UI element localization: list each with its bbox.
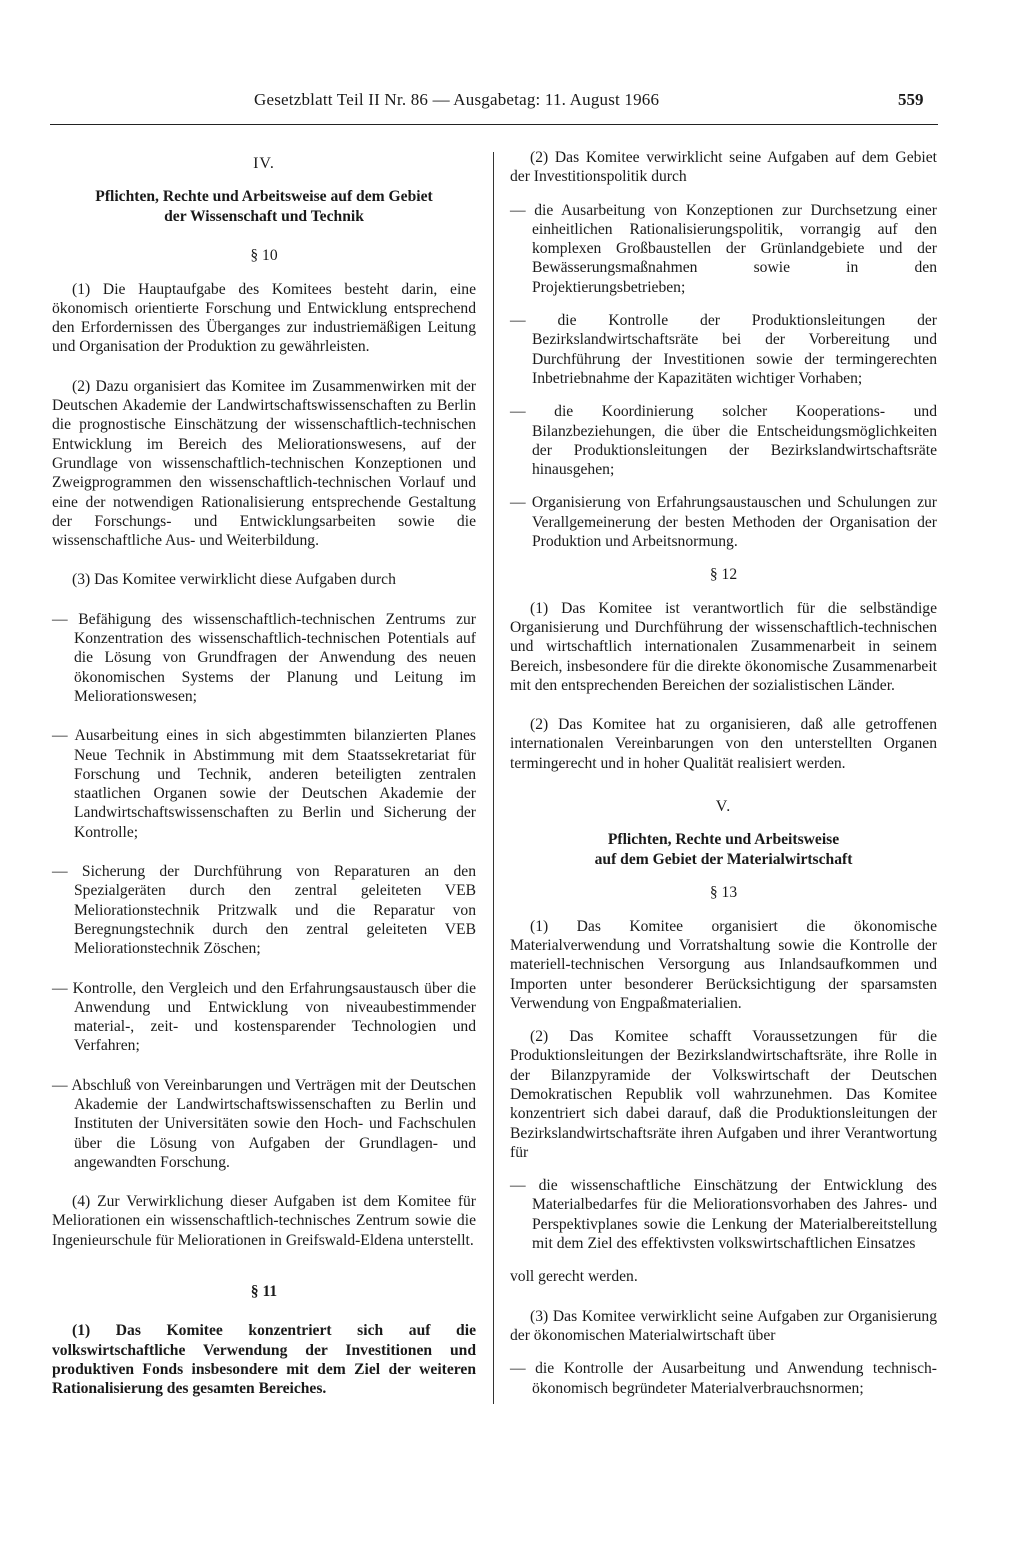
part-number-v: V. [715, 798, 732, 816]
section-10-title: § 10 [250, 247, 278, 265]
section-10-item-1: — Befähigung des wissenschaftlich-technischen Zentrums zur Konzentration des wissenschaftlich-technischen Potentials auf die Lösung von Grundfragen der Anwendung des neuen ökonomischen Systems der Planung und Leitung im Meliorationswesen; [52, 610, 476, 705]
section-13-para-2-end: voll gerecht werden. [510, 1268, 638, 1286]
section-13-para-2: (2) Das Komitee schafft Voraussetzungen für die Produktionsleitungen der Bezirkslandwirtschaftsräte, ihre Rolle in der Bilanzpyramide der Volkswirtschaft der Deutschen Demokratischen Republik voll wahrzunehmen. Das Komitee konzentriert sich dabei darauf, daß die Produktionsleitungen der Bezirkslandwirtschaftsräte ihren Aufgaben und ihrer Verantwortung für [510, 1028, 937, 1161]
section-10-para-2: (2) Dazu organisiert das Komitee im Zusammenwirken mit der Deutschen Akademie der Landwirtschaftswissenschaften zu Berlin die prognostische Einschätzung der wissenschaftlich-technischen Entwicklung im Bereich des Meliorationswesens, auf der Grundlage von wissenschaftlich-technischen Konzeptionen und Zweigprogrammen den wissenschaftlich-technischen Vorlauf und eine der notwendigen Rationalisierung entsprechende Gestaltung der Forschungs- und Entwicklungsarbeiten sowie die wissenschaftliche Aus- und Weiterbildung. [52, 377, 476, 550]
part-heading-iv-line1: Pflichten, Rechte und Arbeitsweise auf dem Gebiet [95, 188, 433, 206]
section-12-para-2: (2) Das Komitee hat zu organisieren, daß alle getroffenen internationalen Vereinbarungen von den unterstellten Organen termingerecht und in hoher Qualität realisiert werden. [510, 716, 937, 772]
section-11-para-1: (1) Das Komitee konzentriert sich auf die volkswirtschaftliche Verwendung der Investitionen und produktiven Fonds insbesondere mit dem Ziel der weiteren Rationalisierung des gesamten Bereiches. [52, 1322, 476, 1398]
part-heading-iv-line2: der Wissenschaft und Technik [164, 207, 364, 225]
section-11-title: § 11 [250, 1283, 278, 1301]
section-13-para-1: (1) Das Komitee organisiert die ökonomische Materialverwendung und Vorratshaltung sowie die Kontrolle der materiell-technischen Versorgung aus Inlandsaufkommen und Importen unter besonderer Berücksichtigung der sparsamsten Verwendung von Engpaßmaterialien. [510, 917, 937, 1012]
section-11-para-2: (2) Das Komitee verwirklicht seine Aufgaben auf dem Gebiet der Investitionspolitik durch [510, 149, 937, 186]
section-13-item-1: — die wissenschaftliche Einschätzung der Entwicklung des Materialbedarfes für die Meliorationsvorhaben des Jahres- und Perspektivplanes sowie die Lenkung der Materialbereitstellung mit dem Ziel des effektivsten volkswirtschaftlichen Einsatzes [510, 1177, 937, 1253]
section-11-item-2: — die Kontrolle der Produktionsleitungen der Bezirkslandwirtschaftsräte bei der Vorbereitung und Durchführung der Investitionen sowie der termingerechten Inbetriebnahme der Kapazitäten wichtiger Vorhaben; [510, 312, 937, 387]
header-rule [50, 124, 938, 125]
section-10-item-3: — Sicherung der Durchführung von Reparaturen an den Spezialgeräten durch den zentral geleiteten VEB Meliorationstechnik Pritzwalk und die Reparatur von Beregnungstechnik durch den zentral geleiteten VEB Meliorationstechnik Zöschen; [52, 863, 476, 958]
section-12-para-1: (1) Das Komitee ist verantwortlich für die selbständige Organisierung und Durchführung der wissenschaftlich-technischen und wirtschaftlich internationalen Zusammenarbeit in seinem Bereich, insbesondere für die direkte ökonomische Zusammenarbeit mit den entsprechenden Bereichen der sozialistischen Länder. [510, 599, 937, 694]
page-number: 559 [898, 90, 924, 109]
part-heading-v-line1: Pflichten, Rechte und Arbeitsweise [607, 831, 840, 849]
section-13-title: § 13 [709, 884, 738, 902]
section-11-item-4: — Organisierung von Erfahrungsaustauschen und Schulungen zur Verallgemeinerung der besten Methoden der Organisation der Produktion und Arbeitsnormung. [510, 494, 937, 551]
right-column [510, 148, 937, 1398]
section-12-title: § 12 [709, 566, 738, 584]
section-10-para-3: (3) Das Komitee verwirklicht diese Aufgaben durch [72, 571, 396, 589]
section-10-item-4: — Kontrolle, den Vergleich und den Erfahrungsaustausch über die Anwendung und Entwicklung von niveaubestimmender material-, zeit- und kostensparender Technologien und Verfahren; [52, 979, 476, 1055]
section-10-item-2: — Ausarbeitung eines in sich abgestimmten bilanzierten Planes Neue Technik in Abstimmung mit dem Staatssekretariat für Forschung und Technik, anderen beteiligten zentralen staatlichen Organen sowie der Deutschen Akademie der Landwirtschaftswissenschaften zu Berlin und Sicherung der Kontrolle; [52, 727, 476, 841]
running-header: Gesetzblatt Teil II Nr. 86 — Ausgabetag: 11. August 1966 [254, 90, 660, 109]
part-number-iv: IV. [253, 155, 275, 172]
column-divider [493, 152, 494, 1404]
left-column [52, 148, 476, 1399]
section-13-item-2: — die Kontrolle der Ausarbeitung und Anwendung technisch-ökonomisch begründeter Materialverbrauchsnormen; [510, 1360, 937, 1397]
section-11-item-3: — die Koordinierung solcher Kooperations- und Bilanzbeziehungen, die über die Entscheidungsmöglichkeiten der Produktionsleitungen der Bezirkslandwirtschaftsräte hinausgehen; [510, 403, 937, 479]
section-11-item-1: — die Ausarbeitung von Konzeptionen zur Durchsetzung einer einheitlichen Rationalisierungspolitik, vorrangig auf den komplexen Großbaustellen der Grünlandgebiete und der Bewässerungsmaßnahmen sowie in den Projektierungsbetrieben; [510, 201, 937, 296]
part-heading-v-line2: auf dem Gebiet der Materialwirtschaft [594, 850, 853, 868]
section-13-para-3: (3) Das Komitee verwirklicht seine Aufgaben zur Organisierung der ökonomischen Materialwirtschaft über [510, 1307, 937, 1344]
section-10-item-5: — Abschluß von Vereinbarungen und Verträgen mit der Deutschen Akademie der Landwirtschaftswissenschaften zu Berlin und Instituten der Universitäten sowie den Hoch- und Fachschulen über die Lösung von Aufgaben der Grundlagen- und angewandten Forschung. [52, 1076, 476, 1171]
section-10-para-4: (4) Zur Verwirklichung dieser Aufgaben ist dem Komitee für Meliorationen ein wissenschaftlich-technisches Zentrum sowie die Ingenieurschule für Meliorationen in Greifswald-Eldena unterstellt. [52, 1193, 476, 1249]
section-10-para-1: (1) Die Hauptaufgabe des Komitees besteht darin, eine ökonomisch orientierte Forschung und Entwicklung entsprechend den Erfordernissen des Überganges zur industriemäßigen Leitung und Organisation der Produktion zu gewährleisten. [52, 280, 476, 356]
